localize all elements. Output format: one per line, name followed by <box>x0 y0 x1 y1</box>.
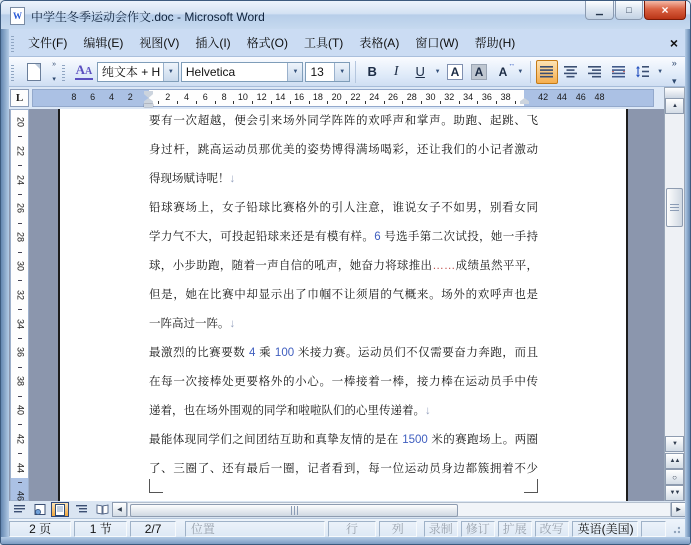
text-boundary-corner <box>524 492 538 493</box>
text-segment: 号选手第二次试投，她一手持 <box>380 231 538 243</box>
outline-view-button[interactable] <box>73 502 91 517</box>
v-ruler-number: 40 <box>15 404 26 415</box>
h-ruler-number: 48 <box>594 92 605 102</box>
status-column: 列 <box>379 521 417 537</box>
language-indicator[interactable]: 英语(美国) <box>572 521 638 537</box>
print-layout-icon <box>54 504 66 516</box>
document-line[interactable] <box>149 368 538 397</box>
document-line[interactable] <box>149 136 538 165</box>
text-segment: 但是，她在比赛中却显示出了巾帼不让须眉的气概来。场外的欢呼声也是 <box>149 289 538 301</box>
justify-icon <box>540 65 554 78</box>
center-align-icon <box>564 65 578 78</box>
window-left-edge <box>1 29 9 537</box>
h-ruler-number: 2 <box>127 92 133 102</box>
v-ruler-number: 46 <box>15 491 26 502</box>
h-ruler-tick <box>196 101 197 104</box>
h-ruler-number: 18 <box>312 92 323 102</box>
menu-item-edit[interactable]: 编辑(E) <box>83 36 124 50</box>
text-segment: …… <box>432 260 456 272</box>
style-value: 纯文本 + H <box>101 65 161 79</box>
h-ruler-number: 32 <box>444 92 455 102</box>
scroll-up-button[interactable]: ▲ <box>665 98 684 114</box>
word-document-icon: W <box>10 7 25 25</box>
h-ruler-tick <box>365 101 366 104</box>
h-ruler-tick <box>440 101 441 104</box>
v-ruler-tick <box>18 482 22 483</box>
font-combobox[interactable] <box>181 62 304 82</box>
paragraph-mark: ↓ <box>425 405 431 417</box>
text-segment: 递着，也在场外围观的同学和啦啦队们的心里传递着。 <box>149 405 425 417</box>
close-document-icon[interactable]: × <box>669 34 678 51</box>
h-ruler-tick <box>158 101 159 104</box>
styles-aa-icon: AA <box>75 63 94 80</box>
close-button[interactable]: × <box>644 1 686 20</box>
menu-item-insert[interactable]: 插入(I) <box>195 36 231 50</box>
text-segment: 100 <box>274 347 295 359</box>
document-line[interactable] <box>149 107 538 136</box>
document-line[interactable] <box>149 194 538 223</box>
menu-bar <box>1 29 690 57</box>
status-empty-cell <box>641 521 666 537</box>
h-ruler-tick <box>233 101 234 104</box>
overflow-chevron-icon: » <box>671 57 677 68</box>
formatting-toolbar <box>1 57 690 87</box>
underline-dropdown-icon[interactable]: ▼ <box>434 68 441 75</box>
v-ruler-number: 36 <box>15 347 26 358</box>
character-scaling-button[interactable] <box>492 60 514 84</box>
text-segment: 身过杆，跳高运动员那优美的姿势博得满场喝彩，还让我们的小记者激动 <box>149 144 538 156</box>
h-ruler-tick <box>421 101 422 104</box>
h-ruler-tick <box>477 101 478 104</box>
document-line[interactable] <box>149 397 538 426</box>
text-segment: 学力气不大，可投起铅球来还是有模有样。 <box>149 231 375 243</box>
toolbar-separator <box>355 61 356 83</box>
font-size-value: 13 <box>310 64 324 79</box>
browse-previous-button[interactable]: ▲▲ <box>665 453 684 469</box>
new-document-button[interactable] <box>22 60 46 84</box>
v-ruler-number: 34 <box>15 318 26 329</box>
h-ruler-number: 16 <box>294 92 305 102</box>
chevron-down-icon[interactable]: ▼ <box>163 63 178 81</box>
overflow-arrow-icon: ▾ <box>671 75 677 86</box>
italic-button[interactable]: I <box>393 63 399 79</box>
toolbar-drag-handle-icon[interactable] <box>62 63 65 81</box>
document-line[interactable] <box>149 426 538 455</box>
chevron-down-icon[interactable]: ▼ <box>287 63 302 81</box>
h-ruler-number: 10 <box>237 92 248 102</box>
v-ruler-tick <box>18 252 22 253</box>
document-line[interactable] <box>149 281 538 310</box>
h-ruler-number: 38 <box>500 92 511 102</box>
v-ruler-number: 30 <box>15 260 26 271</box>
text-segment: 乘 <box>255 347 275 359</box>
v-ruler-tick <box>18 424 22 425</box>
new-document-icon <box>27 63 41 81</box>
align-right-button[interactable] <box>584 60 606 84</box>
v-ruler-number: 44 <box>15 462 26 473</box>
h-ruler-number: 20 <box>331 92 342 102</box>
scroll-down-button[interactable]: ▼ <box>665 436 684 452</box>
scroll-left-button[interactable]: ◀ <box>112 502 127 517</box>
h-ruler-number: 46 <box>575 92 586 102</box>
overflow-arrow-icon: ▾ <box>52 75 56 83</box>
menu-item-table[interactable]: 表格(A) <box>359 36 400 50</box>
text-boundary-corner <box>149 479 150 493</box>
character-scaling-dropdown-icon[interactable]: ▼ <box>517 68 524 75</box>
document-line[interactable] <box>149 339 538 368</box>
select-browse-object-button[interactable]: ○ <box>665 469 684 485</box>
outline-view-icon <box>76 504 88 515</box>
text-segment: 最能体现同学们之间团结互助和真挚友情的是在 <box>149 434 403 446</box>
styles-and-formatting-button[interactable] <box>73 60 95 84</box>
print-layout-view-button[interactable] <box>51 502 69 517</box>
thumb-grip-icon <box>670 204 679 211</box>
style-combobox[interactable] <box>97 62 179 82</box>
line-spacing-button[interactable] <box>632 60 654 84</box>
scroll-right-button[interactable]: ▶ <box>671 502 686 517</box>
extend-selection-toggle[interactable]: 扩展 <box>498 521 532 537</box>
status-page-count: 2 页 <box>9 521 71 537</box>
window-right-edge <box>685 29 690 537</box>
text-segment: 6 <box>374 231 381 243</box>
h-ruler-tick <box>215 101 216 104</box>
status-line: 行 <box>328 521 375 537</box>
font-size-combobox[interactable] <box>305 62 350 82</box>
text-segment: 在每一次接棒处更要格外的小心。一棒接着一棒，接力棒在运动员手中传 <box>149 376 538 388</box>
toolbar-drag-handle-icon[interactable] <box>11 63 14 81</box>
text-segment: 要有一次超越，便会引来场外同学阵阵的欢呼声和掌声。助跑、起跳、飞 <box>149 115 538 127</box>
restore-button[interactable]: □ <box>615 1 643 20</box>
document-text[interactable] <box>149 107 538 484</box>
menu-drag-handle-icon[interactable] <box>11 34 14 52</box>
h-ruler-number: 4 <box>108 92 114 102</box>
window-bottom-edge <box>1 537 690 544</box>
vertical-scrollbar[interactable] <box>664 87 685 501</box>
track-changes-toggle[interactable]: 修订 <box>461 521 495 537</box>
text-segment: 得现场赋诗呢！ <box>149 173 230 185</box>
paragraph-mark: ↓ <box>229 318 236 330</box>
tab-selector-button[interactable]: L <box>10 89 29 107</box>
status-position: 位置 <box>185 521 326 537</box>
distributed-button[interactable] <box>608 60 630 84</box>
h-ruler-number: 6 <box>202 92 208 102</box>
menu-item-file[interactable]: 文件(F) <box>28 36 68 50</box>
h-ruler-number: 30 <box>425 92 436 102</box>
horizontal-scrollbar-thumb[interactable] <box>130 504 458 517</box>
horizontal-ruler[interactable] <box>32 89 654 107</box>
v-ruler-number: 24 <box>15 174 26 185</box>
underline-button[interactable]: U <box>415 64 425 79</box>
v-ruler-number: 20 <box>15 116 26 127</box>
v-ruler-number: 32 <box>15 289 26 300</box>
v-ruler-tick <box>18 165 22 166</box>
horizontal-scrollbar[interactable] <box>127 502 671 517</box>
overtype-toggle[interactable]: 改写 <box>535 521 569 537</box>
text-boundary-corner <box>149 492 163 493</box>
v-ruler-tick <box>18 367 22 368</box>
v-ruler-number: 38 <box>15 376 26 387</box>
normal-view-button[interactable] <box>11 502 29 517</box>
h-ruler-number: 28 <box>406 92 417 102</box>
h-ruler-number: 26 <box>387 92 399 102</box>
h-ruler-number: 34 <box>463 92 474 102</box>
v-ruler-tick <box>18 396 22 397</box>
h-ruler-tick <box>402 101 403 104</box>
h-ruler-number: 8 <box>221 92 227 102</box>
align-right-icon <box>588 65 602 78</box>
overflow-chevron-icon: » <box>52 60 57 68</box>
h-ruler-tick <box>290 101 291 104</box>
menu-item-help[interactable]: 帮助(H) <box>474 36 516 50</box>
h-ruler-number: 14 <box>275 92 286 102</box>
normal-view-icon <box>14 504 26 515</box>
text-segment: 米的赛跑场上。两圈 <box>427 434 538 446</box>
character-shading-icon: A <box>471 64 488 80</box>
menu-item-tools[interactable]: 工具(T) <box>303 36 344 50</box>
document-line[interactable] <box>149 165 538 194</box>
document-line[interactable] <box>149 223 538 252</box>
thumb-grip-icon <box>291 506 298 515</box>
v-ruler-tick <box>18 453 22 454</box>
h-ruler-tick <box>252 101 253 104</box>
v-ruler-number: 42 <box>15 433 26 444</box>
status-section: 1 节 <box>74 521 127 537</box>
justify-button[interactable] <box>536 60 558 84</box>
distributed-align-icon <box>612 65 626 78</box>
h-ruler-number: 6 <box>90 92 96 102</box>
text-segment: 成绩虽然平平， <box>455 260 539 272</box>
v-ruler-tick <box>18 280 22 281</box>
h-ruler-tick <box>496 101 497 104</box>
vertical-ruler[interactable] <box>10 109 29 501</box>
h-ruler-tick <box>177 101 178 104</box>
v-ruler-tick <box>18 223 22 224</box>
h-ruler-tick <box>459 101 460 104</box>
character-shading-button[interactable] <box>468 60 490 84</box>
character-border-icon: A <box>447 64 464 80</box>
menu-item-view[interactable]: 视图(V) <box>139 36 180 50</box>
h-ruler-tick <box>515 101 516 104</box>
text-segment: 4 <box>249 347 256 359</box>
paragraph-mark: ↓ <box>229 173 236 185</box>
text-segment: 铅球赛场上，女子铅球比赛格外的引人注意，谁说女子不如男，别看女同 <box>149 202 538 214</box>
menu-item-format[interactable]: 格式(O) <box>246 36 288 50</box>
h-ruler-number: 4 <box>184 92 190 102</box>
text-segment: 一阵高过一阵。 <box>149 318 230 330</box>
vertical-scrollbar-thumb[interactable] <box>666 188 683 227</box>
character-border-button[interactable] <box>444 60 466 84</box>
text-boundary-corner <box>537 479 538 493</box>
menu-item-window[interactable]: 窗口(W) <box>415 36 459 50</box>
h-ruler-tick <box>327 101 328 104</box>
scale-arrows-icon: ↔ <box>508 60 516 68</box>
bold-button[interactable]: B <box>367 64 377 79</box>
text-segment: 1500 <box>402 434 428 446</box>
line-spacing-dropdown-icon[interactable]: ▼ <box>657 68 664 75</box>
text-segment: 球，小步助跑，随着一声自信的吼声，她奋力将球推出 <box>149 260 433 272</box>
horizontal-scroll-row <box>1 501 690 518</box>
chevron-down-icon[interactable]: ▼ <box>334 63 349 81</box>
h-ruler-tick <box>384 101 385 104</box>
h-ruler-number: 24 <box>369 92 380 102</box>
reading-layout-view-button[interactable] <box>93 502 111 517</box>
minimize-button[interactable]: ▁ <box>585 1 614 20</box>
v-ruler-number: 26 <box>15 203 26 214</box>
status-bar <box>1 518 690 539</box>
h-ruler-number: 22 <box>350 92 361 102</box>
ruler-row <box>1 87 690 109</box>
text-segment: 最激烈的比赛要数 <box>149 347 250 359</box>
web-layout-icon <box>34 504 46 516</box>
v-ruler-tick <box>18 309 22 310</box>
v-ruler-tick <box>18 194 22 195</box>
document-line[interactable] <box>149 252 538 281</box>
browse-next-button[interactable]: ▼▼ <box>665 485 684 501</box>
font-value: Helvetica <box>185 64 236 79</box>
record-macro-toggle[interactable]: 录制 <box>424 521 458 537</box>
h-ruler-number: 44 <box>556 92 567 102</box>
line-spacing-icon <box>636 65 650 78</box>
v-ruler-number: 22 <box>15 145 26 156</box>
reading-layout-icon <box>96 504 109 515</box>
menu-items <box>20 31 523 54</box>
h-ruler-tick <box>346 101 347 104</box>
resize-grip-icon[interactable] <box>671 524 680 534</box>
h-ruler-tick <box>271 101 272 104</box>
title-bar[interactable] <box>1 1 690 30</box>
status-page-indicator: 2/7 <box>130 521 176 537</box>
v-ruler-number: 28 <box>15 232 26 243</box>
v-ruler-tick <box>18 338 22 339</box>
web-layout-view-button[interactable] <box>31 502 49 517</box>
document-line[interactable] <box>149 455 538 484</box>
toolbar-options-button[interactable] <box>666 57 682 87</box>
h-ruler-tick <box>309 101 310 104</box>
text-segment: 了、三圈了、还有最后一圈，记者看到，每一位运动员身边都簇拥着不少 <box>149 463 538 475</box>
v-ruler-tick <box>18 136 22 137</box>
window-title: 中学生冬季运动会作文.doc - Microsoft Word <box>31 10 265 24</box>
h-ruler-number: 42 <box>538 92 549 102</box>
h-ruler-number: 12 <box>256 92 267 102</box>
character-scaling-icon: A ↔ <box>498 60 516 79</box>
h-ruler-number: 8 <box>71 92 77 102</box>
document-line[interactable] <box>149 310 538 339</box>
text-segment: 米接力赛。运动员们不仅需要奋力奔跑，而且 <box>294 347 538 359</box>
standard-toolbar-options-button[interactable] <box>48 59 60 85</box>
toolbar-separator <box>530 61 531 83</box>
h-ruler-number: 2 <box>165 92 171 102</box>
center-button[interactable] <box>560 60 582 84</box>
h-ruler-number: 36 <box>481 92 492 102</box>
